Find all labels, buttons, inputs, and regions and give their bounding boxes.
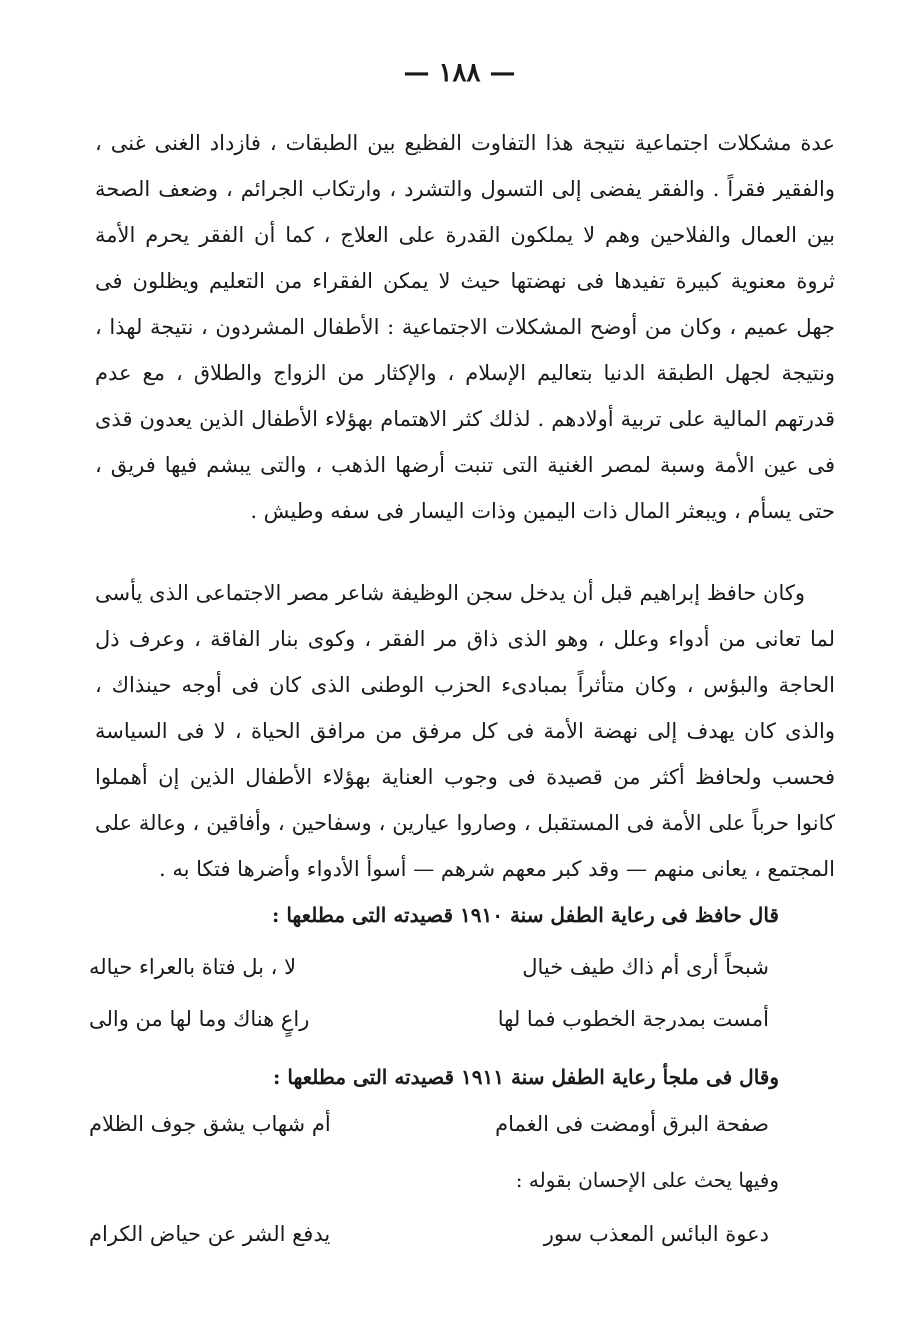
poem-verse [89,1100,769,1148]
page-number: — ١٨٨ — [403,58,516,88]
poem-intro-charity: وفيها يحث على الإحسان بقوله : [515,1168,779,1192]
verse-first-hemistich: دعوة البائس المعذب سور [543,1222,769,1246]
poem-verse [89,943,769,991]
body-paragraph-hafez-ibrahim: وكان حافظ إبراهيم قبل أن يدخل سجن الوظيفة شاعر مصر الاجتماعى الذى يأسى لما تعانى من أدواء وعلل ، وهو الذى ذاق مر الفقر ، وكوى بنار الفاقة ، وعرف ذل الحاجة والبؤس ، وكان متأثراً بمبادىء الحزب الوطنى الذى كان فى أوجه حينذاك ، والذى كان يهدف إلى نهضة الأمة فى كل مرفق من مرافق الحياة ، لا فى السياسة فحسب ولحافظ أكثر من قصيدة فى وجوب العناية بهؤلاء الأطفال الذين إن أهملوا كانوا حرباً على الأمة فى المستقبل ، وصاروا عيارين ، وسفاحين ، وأفاقين ، وعالة على المجتمع ، يعانى منهم — وقد كبر معهم شرهم — أسوأ الأدواء وأضرها فتكا به . [95,581,835,881]
body-paragraph-social-problems: عدة مشكلات اجتماعية نتيجة هذا التفاوت الفظيع بين الطبقات ، فازداد الغنى غنى ، والفقير فقراً . والفقر يفضى إلى التسول والتشرد ، وارتكاب الجرائم ، وضعف الصحة بين العمال والفلاحين وهم لا يملكون القدرة على العلاج ، كما أن الفقر يحرم الأمة ثروة معنوية كبيرة تفيدها فى نهضتها حيث لا يمكن الفقراء من التعليم ويظلون فى جهل عميم ، وكان من أوضح المشكلات الاجتماعية : الأطفال المشردون ، نتيجة لهذا ، ونتيجة لجهل الطبقة الدنيا بتعاليم الإسلام ، والإكثار من الزواج والطلاق ، مع عدم قدرتهم المالية على تربية أولادهم . لذلك كثر الاهتمام بهؤلاء الأطفال الذين يعدون قذى فى عين الأمة وسبة لمصر الغنية التى تنبت أرضها الذهب ، والتى يبشم فيها فريق ، حتى يسأم ، ويبعثر المال ذات اليمين وذات اليسار فى سفه وطيش . [95,131,835,523]
verse-first-hemistich: صفحة البرق أومضت فى الغمام [495,1112,769,1136]
poem-intro-1911: وقال فى ملجأ رعاية الطفل سنة ١٩١١ قصيدته التى مطلعها : [273,1065,779,1089]
poem-verse [89,1210,769,1258]
verse-second-hemistich: أم شهاب يشق جوف الظلام [89,1112,331,1136]
poem-verse [89,995,769,1043]
verse-second-hemistich: لا ، بل فتاة بالعراء حياله [89,955,297,979]
verse-second-hemistich: راعٍ هناك وما لها من والى [89,1007,310,1031]
verse-second-hemistich: يدفع الشر عن حياض الكرام [89,1222,331,1246]
poem-intro-1910: قال حافظ فى رعاية الطفل سنة ١٩١٠ قصيدته التى مطلعها : [271,903,779,927]
verse-first-hemistich: شبحاً أرى أم ذاك طيف خيال [522,955,769,979]
verse-first-hemistich: أمست بمدرجة الخطوب فما لها [497,1007,769,1031]
